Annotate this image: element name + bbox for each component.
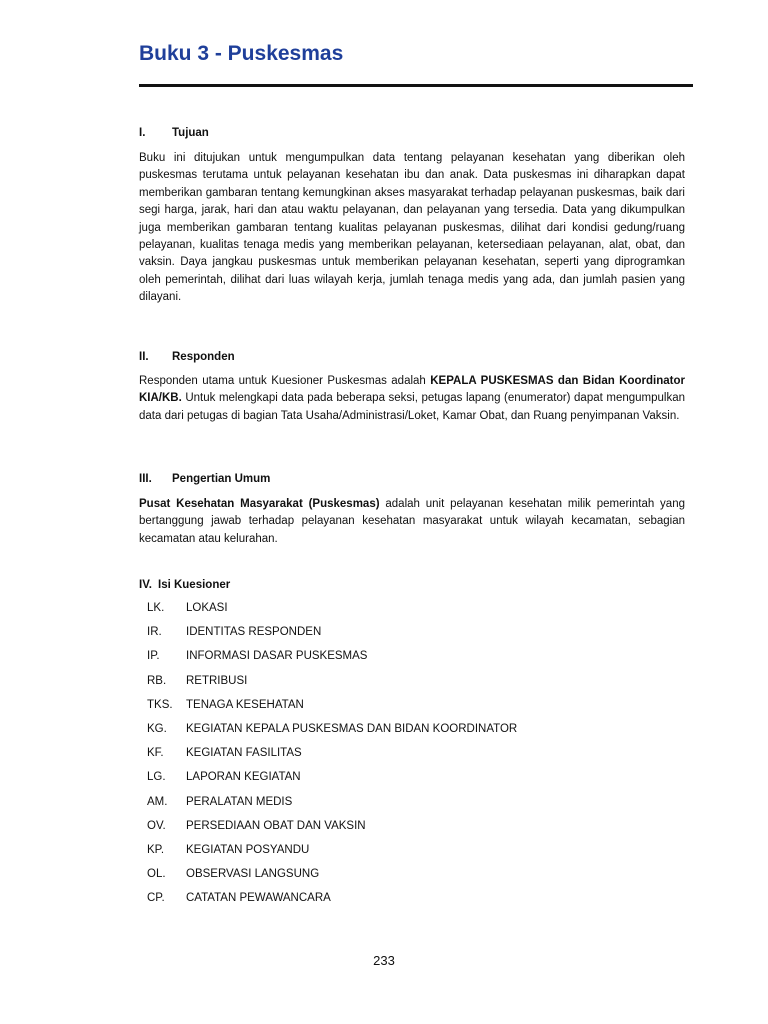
- section-number: I.: [139, 127, 146, 139]
- section-heading-tujuan: [139, 127, 209, 139]
- item-code: AM.: [147, 795, 168, 808]
- item-code: KG.: [147, 722, 167, 735]
- item-label: KEGIATAN FASILITAS: [186, 747, 302, 760]
- section-number: III.: [139, 473, 152, 485]
- list-item: [147, 771, 517, 795]
- questionnaire-section-list: [147, 602, 517, 916]
- list-item: [147, 723, 517, 747]
- section-heading-isi: [139, 579, 230, 591]
- list-item: [147, 820, 517, 844]
- item-label: CATATAN PEWAWANCARA: [186, 892, 331, 905]
- item-label: PERSEDIAAN OBAT DAN VAKSIN: [186, 819, 366, 832]
- list-item: [147, 626, 517, 650]
- item-label: PERALATAN MEDIS: [186, 795, 293, 808]
- item-code: TKS.: [147, 698, 173, 711]
- section-title: Isi Kuesioner: [158, 579, 231, 591]
- item-code: KP.: [147, 843, 165, 856]
- list-item: [147, 650, 517, 674]
- item-label: RETRIBUSI: [186, 674, 248, 687]
- item-code: IP.: [147, 650, 160, 663]
- item-label: LOKASI: [186, 602, 228, 614]
- responden-bold-text: KEPALA PUSKESMAS dan Bidan Koordinator KIA/KB.: [139, 375, 685, 405]
- item-code: OV.: [147, 819, 166, 832]
- item-label: KEGIATAN POSYANDU: [186, 843, 310, 856]
- responden-text-before: Responden utama untuk Kuesioner Puskesmas adalah: [139, 375, 431, 387]
- item-label: IDENTITAS RESPONDEN: [186, 626, 322, 639]
- item-code: IR.: [147, 626, 162, 639]
- section-title: Responden: [172, 351, 235, 363]
- item-label: LAPORAN KEGIATAN: [186, 771, 301, 784]
- list-item: [147, 868, 517, 892]
- section-heading-responden: [139, 351, 235, 363]
- item-code: CP.: [147, 892, 165, 905]
- list-item: [147, 796, 517, 820]
- section-number: II.: [139, 351, 149, 363]
- item-code: OL.: [147, 868, 166, 881]
- list-item: [147, 892, 517, 916]
- pengertian-bold-text: Pusat Kesehatan Masyarakat (Puskesmas): [139, 498, 380, 510]
- list-item: [147, 699, 517, 723]
- page-title: Buku 3 - Puskesmas: [139, 42, 344, 65]
- item-code: LK.: [147, 602, 165, 614]
- item-label: KEGIATAN KEPALA PUSKESMAS DAN BIDAN KOORDINATOR: [186, 722, 518, 735]
- item-label: INFORMASI DASAR PUSKESMAS: [186, 650, 368, 663]
- pengertian-text-after: adalah unit pelayanan kesehatan milik pemerintah yang bertanggung jawab terhadap pelayanan kesehatan masyarakat untuk wilayah kecamatan, sebagian kecamatan atau kelurahan.: [139, 498, 685, 545]
- section-number: IV.: [139, 579, 153, 591]
- list-item: [147, 675, 517, 699]
- section-title: Pengertian Umum: [172, 473, 271, 485]
- responden-paragraph: [139, 373, 685, 425]
- item-label: OBSERVASI LANGSUNG: [186, 868, 320, 881]
- item-code: LG.: [147, 771, 166, 784]
- list-item: [147, 844, 517, 868]
- item-code: KF.: [147, 747, 164, 760]
- tujuan-paragraph: Buku ini ditujukan untuk mengumpulkan data tentang pelayanan kesehatan yang diberikan oleh puskesmas terutama untuk pelayanan kesehatan ibu dan anak. Data puskesmas ini diharapkan dapat memberikan gambaran tentang kemungkinan akses masyarakat terhadap pelayanan puskesmas, baik dari segi harga, jarak, hari dan atau waktu pelayanan, dan pelayanan yang tersedia. Data yang dikumpulkan juga memberikan gambaran tentang kualitas pelayanan puskesmas, dilihat dari kondisi gedung/ruang pelayanan, kualitas tenaga medis yang memberikan pelayanan, ketersediaan pelayanan, alat, obat, dan vaksin. Daya jangkau puskesmas untuk memberikan pelayanan kesehatan, seperti yang diprogramkan oleh pemerintah, dilihat dari luas wilayah kerja, jumlah tenaga medis yang ada, dan jumlah pasien yang dilayani.: [139, 152, 685, 304]
- list-item: [147, 747, 517, 771]
- title-divider: [139, 84, 693, 87]
- section-title: Tujuan: [172, 127, 209, 139]
- page-number: 233: [373, 953, 395, 968]
- responden-text-after: Untuk melengkapi data pada beberapa seksi, petugas lapang (enumerator) dapat mengumpulkan data dari petugas di bagian Tata Usaha/Administrasi/Loket, Kamar Obat, dan Ruang penyimpanan Vaksin.: [139, 392, 685, 422]
- item-code: RB.: [147, 674, 167, 687]
- list-item: [147, 602, 517, 626]
- pengertian-paragraph: [139, 496, 685, 548]
- section-heading-pengertian: [139, 473, 270, 485]
- item-label: TENAGA KESEHATAN: [186, 698, 304, 711]
